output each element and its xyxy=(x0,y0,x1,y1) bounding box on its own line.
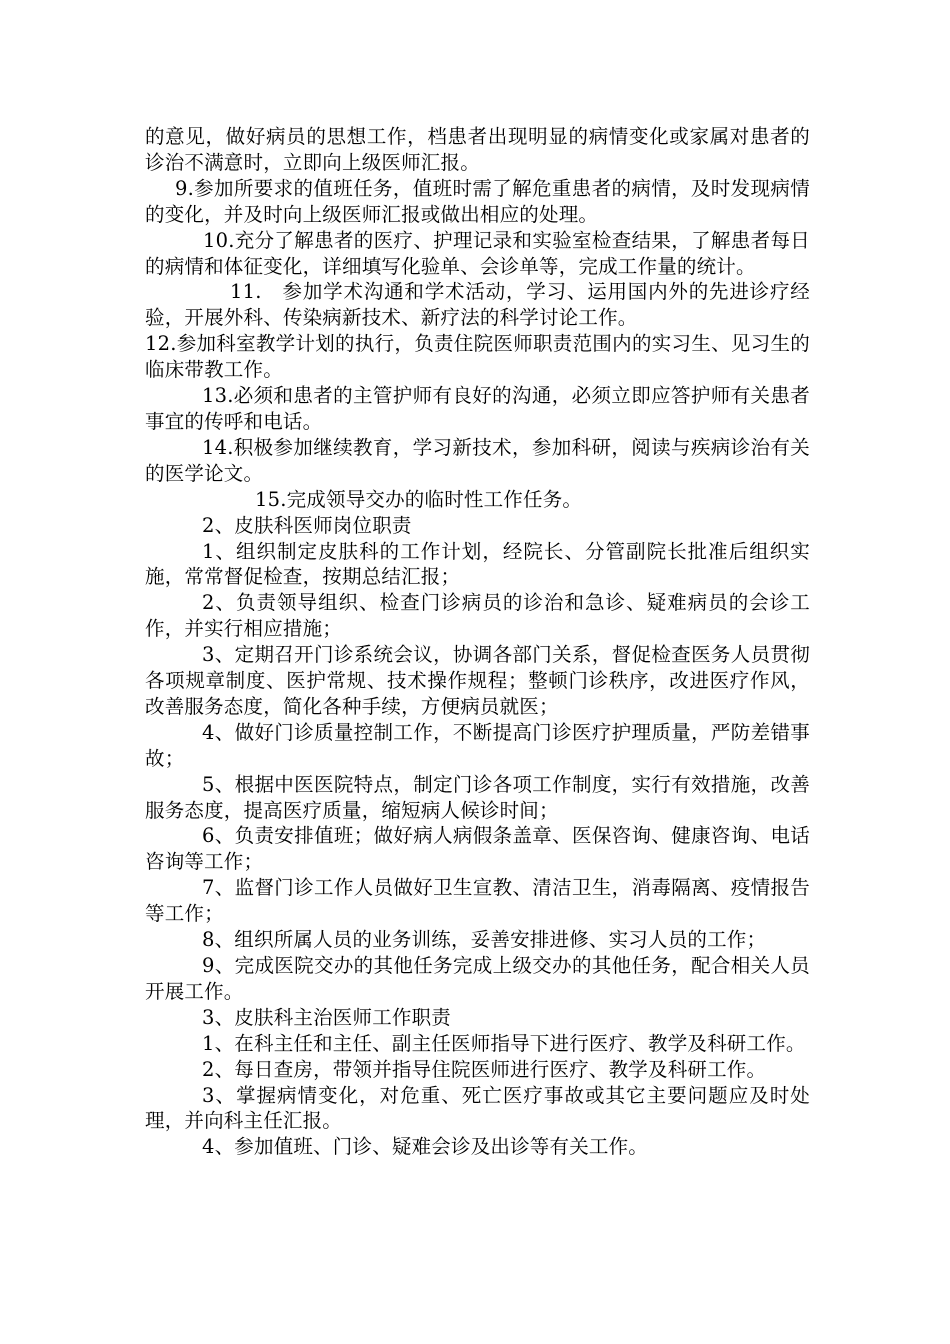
paragraph-duty-2: 2、负责领导组织、检查门诊病员的诊治和急诊、疑难病员的会诊工作，并实行相应措施； xyxy=(145,591,810,641)
paragraph-duty-5: 5、根据中医医院特点，制定门诊各项工作制度，实行有效措施，改善服务态度，提高医疗质量，缩短病人候诊时间； xyxy=(145,772,810,822)
paragraph-duty-1: 1、组织制定皮肤科的工作计划，经院长、分管副院长批准后组织实施，常常督促检查，按期总结汇报； xyxy=(145,539,810,589)
paragraph-item-11: 11. 参加学术沟通和学术活动，学习、运用国内外的先进诊疗经验，开展外科、传染病新技术、新疗法的科学讨论工作。 xyxy=(145,280,810,330)
document-body xyxy=(145,124,810,1160)
paragraph-attending-1: 1、在科主任和主任、副主任医师指导下进行医疗、教学及科研工作。 xyxy=(202,1031,806,1055)
paragraph-duty-6: 6、负责安排值班；做好病人病假条盖章、医保咨询、健康咨询、电话咨询等工作； xyxy=(145,824,810,874)
paragraph-item-9: 9.参加所要求的值班任务，值班时需了解危重患者的病情，及时发现病情的变化，并及时向上级医师汇报或做出相应的处理。 xyxy=(145,176,810,226)
paragraph-item-10: 10.充分了解患者的医疗、护理记录和实验室检查结果，了解患者每日的病情和体征变化，详细填写化验单、会诊单等，完成工作量的统计。 xyxy=(145,228,810,278)
paragraph-duty-4: 4、做好门诊质量控制工作，不断提高门诊医疗护理质量，严防差错事故； xyxy=(145,720,810,770)
paragraph-item-13: 13.必须和患者的主管护师有良好的沟通，必须立即应答护师有关患者事宜的传呼和电话。 xyxy=(145,384,810,433)
paragraph-attending-4: 4、参加值班、门诊、疑难会诊及出诊等有关工作。 xyxy=(202,1135,649,1159)
paragraph-item-15: 15.完成领导交办的临时性工作任务。 xyxy=(255,487,583,511)
paragraph-item-12: 12.参加科室教学计划的执行，负责住院医师职责范围内的实习生、见习生的临床带教工作。 xyxy=(145,332,810,382)
paragraph-attending-2: 2、每日查房，带领并指导住院医师进行医疗、教学及科研工作。 xyxy=(202,1057,767,1081)
paragraph-attending-3: 3、掌握病情变化，对危重、死亡医疗事故或其它主要问题应及时处理，并向科主任汇报。 xyxy=(145,1083,810,1133)
paragraph-duty-9: 9、完成医院交办的其他任务完成上级交办的其他任务，配合相关人员开展工作。 xyxy=(145,954,810,1003)
paragraph-duty-3: 3、定期召开门诊系统会议，协调各部门关系，督促检查医务人员贯彻各项规章制度、医护常规、技术操作规程；整顿门诊秩序，改进医疗作风，改善服务态度，简化各种手续，方便病员就医； xyxy=(145,643,810,718)
paragraph-continuation: 的意见，做好病员的思想工作，档患者出现明显的病情变化或家属对患者的诊治不满意时，立即向上级医师汇报。 xyxy=(145,125,810,174)
section-heading-2: 2、皮肤科医师岗位职责 xyxy=(202,513,412,537)
paragraph-item-14: 14.积极参加继续教育，学习新技术，参加科研，阅读与疾病诊治有关的医学论文。 xyxy=(145,435,810,485)
section-heading-3: 3、皮肤科主治医师工作职责 xyxy=(202,1005,452,1029)
paragraph-duty-7: 7、监督门诊工作人员做好卫生宣教、清洁卫生，消毒隔离、疫情报告等工作； xyxy=(145,876,810,926)
paragraph-duty-8: 8、组织所属人员的业务训练，妥善安排进修、实习人员的工作； xyxy=(202,928,767,952)
